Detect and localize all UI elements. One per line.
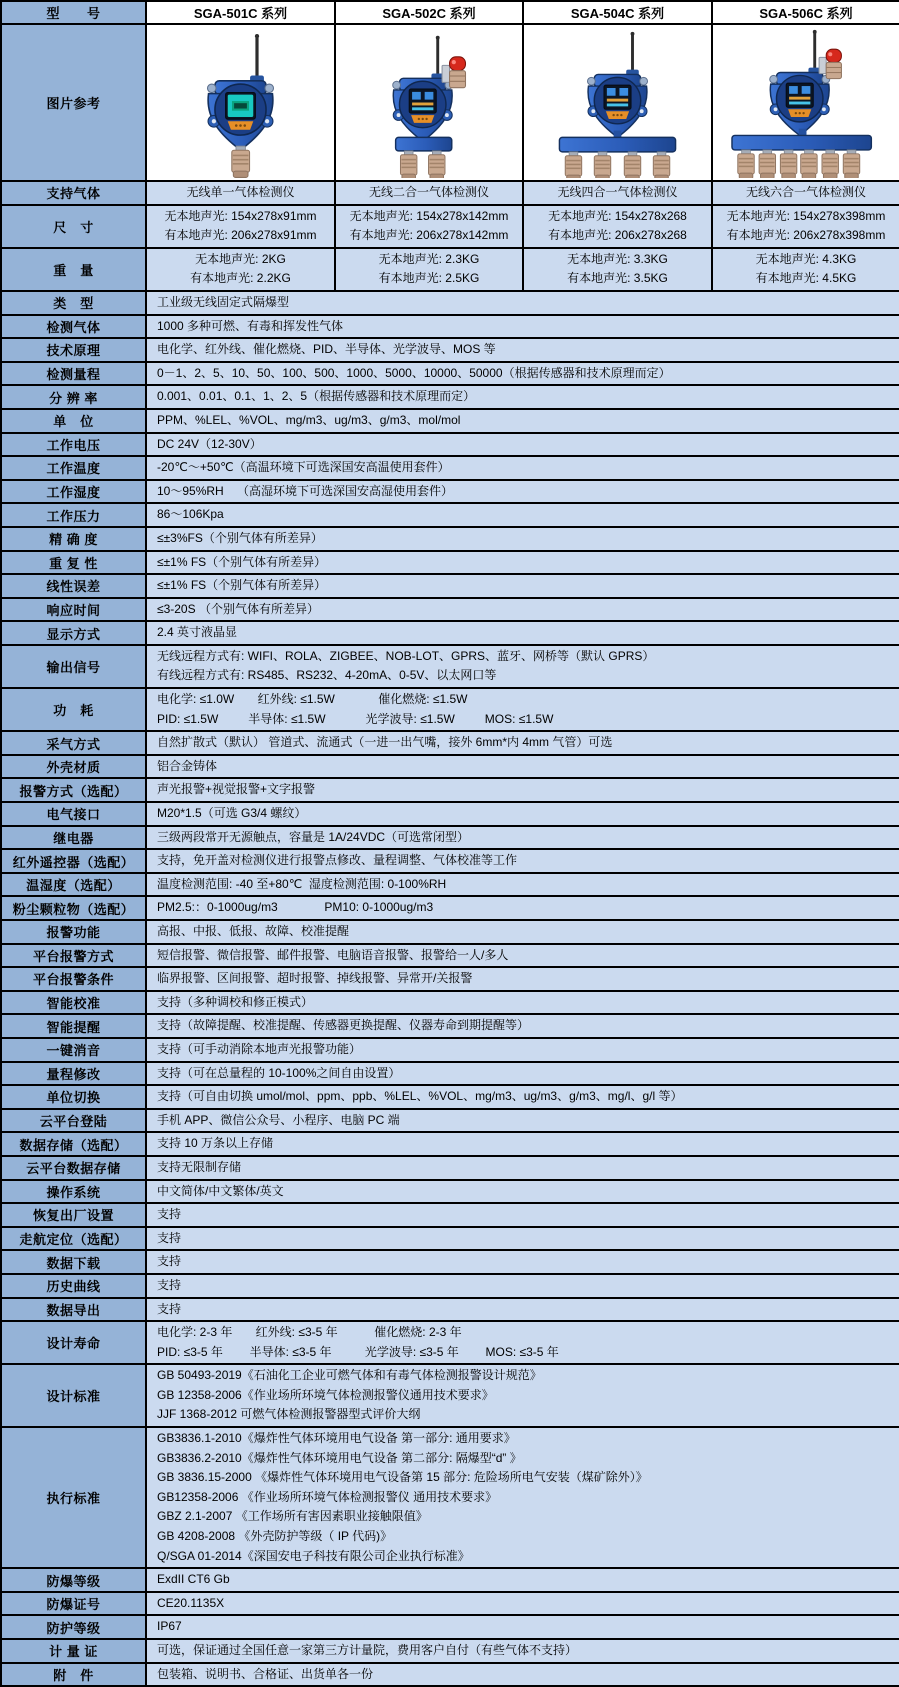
spec-value: DC 24V（12-30V） <box>146 433 899 457</box>
row-label: 检测量程 <box>1 362 146 386</box>
row-label: 技术原理 <box>1 338 146 362</box>
row-label: 平台报警方式 <box>1 944 146 968</box>
row-label: 分 辨 率 <box>1 385 146 409</box>
row-label: 报警功能 <box>1 920 146 944</box>
spec-value: 铝合金铸体 <box>146 755 899 779</box>
row-label: 外壳材质 <box>1 755 146 779</box>
spec-row <box>1 362 899 386</box>
device-image-sga-502c <box>335 24 523 181</box>
row-label: 操作系统 <box>1 1180 146 1204</box>
spec-value: 支持（可手动消除本地声光报警功能） <box>146 1038 899 1062</box>
spec-row <box>1 480 899 504</box>
row-label: 量程修改 <box>1 1062 146 1086</box>
spec-row <box>1 873 899 897</box>
row-label: 防护等级 <box>1 1615 146 1639</box>
spec-value: 支持 <box>146 1203 899 1227</box>
row-label: 报警方式（选配） <box>1 778 146 802</box>
spec-value: 支持，免开盖对检测仪进行报警点修改、量程调整、气体校准等工作 <box>146 849 899 873</box>
spec-value: ExdII CT6 Gb <box>146 1568 899 1592</box>
spec-value-col-4: 无线六合一气体检测仪 <box>712 181 899 205</box>
spec-value: M20*1.5（可选 G3/4 螺纹） <box>146 802 899 826</box>
device-image-sga-506c <box>712 24 899 181</box>
spec-row <box>1 1132 899 1156</box>
spec-row <box>1 1109 899 1133</box>
spec-value-col-4: 无本地声光: 4.3KG 有本地声光: 4.5KG <box>712 248 899 291</box>
spec-value: 支持 <box>146 1298 899 1322</box>
spec-row <box>1 338 899 362</box>
row-label: 重 量 <box>1 248 146 291</box>
spec-row <box>1 1014 899 1038</box>
spec-value: -20℃～+50℃（高温环境下可选深国安高温使用套件） <box>146 456 899 480</box>
row-label: 类 型 <box>1 291 146 315</box>
spec-row <box>1 802 899 826</box>
spec-value: 无线远程方式有: WIFI、ROLA、ZIGBEE、NOB-LOT、GPRS、蓝牙、网桥等（默认 GPRS） 有线远程方式有: RS485、RS232、4-20mA、0-5V、以太网口等 <box>146 645 899 688</box>
row-label: 云平台数据存储 <box>1 1156 146 1180</box>
spec-row <box>1 291 899 315</box>
spec-row <box>1 944 899 968</box>
row-label: 功 耗 <box>1 688 146 731</box>
row-label: 显示方式 <box>1 621 146 645</box>
spec-value: 支持 <box>146 1250 899 1274</box>
spec-row <box>1 1321 899 1364</box>
spec-value: 支持（故障提醒、校准提醒、传感器更换提醒、仪器寿命到期提醒等） <box>146 1014 899 1038</box>
spec-value: 1000 多种可燃、有毒和挥发性气体 <box>146 315 899 339</box>
row-label: 单 位 <box>1 409 146 433</box>
row-label: 计 量 证 <box>1 1639 146 1663</box>
spec-row <box>1 551 899 575</box>
spec-row <box>1 181 899 205</box>
spec-row <box>1 456 899 480</box>
spec-row <box>1 1274 899 1298</box>
row-label: 一键消音 <box>1 1038 146 1062</box>
spec-row <box>1 315 899 339</box>
spec-row <box>1 991 899 1015</box>
spec-value-col-1: 无线单一气体检测仪 <box>146 181 335 205</box>
spec-row <box>1 1250 899 1274</box>
row-label: 粉尘颗粒物（选配） <box>1 896 146 920</box>
image-row <box>1 24 899 181</box>
image-row-label: 图片参考 <box>1 24 146 181</box>
spec-row <box>1 205 899 248</box>
row-label: 设计寿命 <box>1 1321 146 1364</box>
row-label: 设计标准 <box>1 1364 146 1427</box>
row-label: 电气接口 <box>1 802 146 826</box>
spec-value: 支持无限制存储 <box>146 1156 899 1180</box>
spec-value-col-2: 无线二合一气体检测仪 <box>335 181 523 205</box>
row-label: 检测气体 <box>1 315 146 339</box>
spec-value: 临界报警、区间报警、超时报警、掉线报警、异常开/关报警 <box>146 967 899 991</box>
row-label: 历史曲线 <box>1 1274 146 1298</box>
spec-row <box>1 409 899 433</box>
row-label: 云平台登陆 <box>1 1109 146 1133</box>
spec-row <box>1 755 899 779</box>
spec-row <box>1 688 899 731</box>
row-label: 工作电压 <box>1 433 146 457</box>
spec-row <box>1 1298 899 1322</box>
spec-row <box>1 385 899 409</box>
spec-value: 支持（可自由切换 umol/mol、ppm、ppb、%LEL、%VOL、mg/m3、ug/m3、g/m3、mg/l、g/l 等） <box>146 1085 899 1109</box>
spec-value: GB 50493-2019《石油化工企业可燃气体和有毒气体检测报警设计规范》 GB 12358-2006《作业场所环境气体检测报警仪通用技术要求》 JJF 1368-2012 可燃气体检测报警器型式评价大纲 <box>146 1364 899 1427</box>
spec-row <box>1 1085 899 1109</box>
spec-value: 电化学、红外线、催化燃烧、PID、半导体、光学波导、MOS 等 <box>146 338 899 362</box>
spec-value: 2.4 英寸液晶显 <box>146 621 899 645</box>
model-header-4: SGA-506C 系列 <box>712 1 899 24</box>
spec-row <box>1 1203 899 1227</box>
spec-value: 电化学: ≤1.0W 红外线: ≤1.5W 催化燃烧: ≤1.5W PID: ≤1.5W 半导体: ≤1.5W 光学波导: ≤1.5W MOS: ≤1.5W <box>146 688 899 731</box>
row-label: 恢复出厂设置 <box>1 1203 146 1227</box>
device-image-sga-504c <box>523 24 712 181</box>
spec-row <box>1 503 899 527</box>
row-label: 智能校准 <box>1 991 146 1015</box>
spec-row <box>1 849 899 873</box>
spec-value: 86～106Kpa <box>146 503 899 527</box>
row-label: 走航定位（选配） <box>1 1227 146 1251</box>
row-label: 精 确 度 <box>1 527 146 551</box>
spec-value: 支持 10 万条以上存储 <box>146 1132 899 1156</box>
spec-value: 声光报警+视觉报警+文字报警 <box>146 778 899 802</box>
row-label: 工作温度 <box>1 456 146 480</box>
spec-row <box>1 1639 899 1663</box>
spec-value: 支持（多种调校和修正模式） <box>146 991 899 1015</box>
spec-value: CE20.1135X <box>146 1592 899 1616</box>
row-label: 线性误差 <box>1 574 146 598</box>
spec-row <box>1 896 899 920</box>
spec-value: 手机 APP、微信公众号、小程序、电脑 PC 端 <box>146 1109 899 1133</box>
spec-value: 可选，保证通过全国任意一家第三方计量院，费用客户自付（有些气体不支持） <box>146 1639 899 1663</box>
spec-value: 自然扩散式（默认） 管道式、流通式（一进一出气嘴，接外 6mm*内 4mm 气管）可选 <box>146 731 899 755</box>
model-header-2: SGA-502C 系列 <box>335 1 523 24</box>
spec-value: ≤3-20S （个别气体有所差异） <box>146 598 899 622</box>
row-label: 工作压力 <box>1 503 146 527</box>
row-label: 重 复 性 <box>1 551 146 575</box>
spec-row <box>1 967 899 991</box>
spec-value: 电化学: 2-3 年 红外线: ≤3-5 年 催化燃烧: 2-3 年 PID: ≤3-5 年 半导体: ≤3-5 年 光学波导: ≤3-5 年 MOS: ≤3-5 年 <box>146 1321 899 1364</box>
row-label: 执行标准 <box>1 1427 146 1568</box>
row-label: 数据下载 <box>1 1250 146 1274</box>
spec-value: 10～95%RH （高湿环境下可选深国安高湿使用套件） <box>146 480 899 504</box>
spec-value: PPM、%LEL、%VOL、mg/m3、ug/m3、g/m3、mol/mol <box>146 409 899 433</box>
spec-row <box>1 731 899 755</box>
spec-row <box>1 1062 899 1086</box>
model-row-label: 型 号 <box>1 1 146 24</box>
spec-value: 0－1、2、5、10、50、100、500、1000、5000、10000、50000（根据传感器和技术原理而定） <box>146 362 899 386</box>
spec-row <box>1 1568 899 1592</box>
spec-row <box>1 920 899 944</box>
spec-value: 温度检测范围: -40 至+80℃ 湿度检测范围: 0-100%RH <box>146 873 899 897</box>
spec-row <box>1 1227 899 1251</box>
spec-row <box>1 778 899 802</box>
row-label: 防爆证号 <box>1 1592 146 1616</box>
spec-row <box>1 527 899 551</box>
row-label: 工作湿度 <box>1 480 146 504</box>
spec-value: 支持（可在总量程的 10-100%之间自由设置） <box>146 1062 899 1086</box>
spec-value: 工业级无线固定式隔爆型 <box>146 291 899 315</box>
spec-value: GB3836.1-2010《爆炸性气体环境用电气设备 第一部分: 通用要求》 GB3836.2-2010《爆炸性气体环境用电气设备 第二部分: 隔爆型“d” 》 GB 3836.15-2000 《爆炸性气体环境用电气设备第 15 部分: 危险场所电气安装（煤矿除外）》 GB12358-2006 《作业场所环境气体检测报警仪 通用技术要求》 GBZ 2.1-2007 《工作场所有害因素职业接触限值》 GB 4208-2008 《外壳防护等级（ IP 代码)》 Q/SGA 01-2014《深国安电子科技有限公司企业执行标准》 <box>146 1427 899 1568</box>
row-label: 采气方式 <box>1 731 146 755</box>
spec-value-col-3: 无本地声光: 3.3KG 有本地声光: 3.5KG <box>523 248 712 291</box>
spec-value: 支持 <box>146 1227 899 1251</box>
spec-row <box>1 248 899 291</box>
row-label: 平台报警条件 <box>1 967 146 991</box>
spec-value-col-1: 无本地声光: 154x278x91mm 有本地声光: 206x278x91mm <box>146 205 335 248</box>
row-label: 响应时间 <box>1 598 146 622</box>
spec-value-col-4: 无本地声光: 154x278x398mm 有本地声光: 206x278x398mm <box>712 205 899 248</box>
spec-value: 高报、中报、低报、故障、校准提醒 <box>146 920 899 944</box>
spec-value: 包装箱、说明书、合格证、出货单各一份 <box>146 1663 899 1687</box>
device-image-sga-501c <box>146 24 335 181</box>
model-header-row <box>1 1 899 24</box>
spec-row <box>1 1615 899 1639</box>
spec-row <box>1 621 899 645</box>
spec-row <box>1 1364 899 1427</box>
row-label: 附 件 <box>1 1663 146 1687</box>
spec-value-col-3: 无线四合一气体检测仪 <box>523 181 712 205</box>
spec-value: ≤±3%FS（个别气体有所差异） <box>146 527 899 551</box>
spec-row <box>1 826 899 850</box>
row-label: 单位切换 <box>1 1085 146 1109</box>
model-header-1: SGA-501C 系列 <box>146 1 335 24</box>
spec-row <box>1 574 899 598</box>
spec-row <box>1 1156 899 1180</box>
spec-row <box>1 598 899 622</box>
spec-value: 短信报警、微信报警、邮件报警、电脑语音报警、报警给一人/多人 <box>146 944 899 968</box>
spec-row <box>1 1038 899 1062</box>
row-label: 尺 寸 <box>1 205 146 248</box>
row-label: 输出信号 <box>1 645 146 688</box>
row-label: 数据存储（选配） <box>1 1132 146 1156</box>
row-label: 智能提醒 <box>1 1014 146 1038</box>
row-label: 继电器 <box>1 826 146 850</box>
spec-value-col-2: 无本地声光: 154x278x142mm 有本地声光: 206x278x142mm <box>335 205 523 248</box>
spec-row <box>1 1180 899 1204</box>
spec-value: PM2.5:：0-1000ug/m3 PM10: 0-1000ug/m3 <box>146 896 899 920</box>
spec-value: 0.001、0.01、0.1、1、2、5（根据传感器和技术原理而定） <box>146 385 899 409</box>
spec-value: 支持 <box>146 1274 899 1298</box>
row-label: 支持气体 <box>1 181 146 205</box>
spec-row <box>1 645 899 688</box>
row-label: 红外遥控器（选配） <box>1 849 146 873</box>
spec-value: ≤±1% FS（个别气体有所差异） <box>146 551 899 575</box>
row-label: 防爆等级 <box>1 1568 146 1592</box>
spec-row <box>1 1663 899 1687</box>
row-label: 温湿度（选配） <box>1 873 146 897</box>
spec-row <box>1 433 899 457</box>
model-header-3: SGA-504C 系列 <box>523 1 712 24</box>
spec-value: ≤±1% FS（个别气体有所差异） <box>146 574 899 598</box>
spec-value: 中文简体/中文繁体/英文 <box>146 1180 899 1204</box>
spec-value: IP67 <box>146 1615 899 1639</box>
spec-value-col-1: 无本地声光: 2KG 有本地声光: 2.2KG <box>146 248 335 291</box>
spec-row <box>1 1427 899 1568</box>
spec-value: 三级两段常开无源触点，容量是 1A/24VDC（可选常闭型） <box>146 826 899 850</box>
spec-value-col-2: 无本地声光: 2.3KG 有本地声光: 2.5KG <box>335 248 523 291</box>
row-label: 数据导出 <box>1 1298 146 1322</box>
spec-value-col-3: 无本地声光: 154x278x268 有本地声光: 206x278x268 <box>523 205 712 248</box>
